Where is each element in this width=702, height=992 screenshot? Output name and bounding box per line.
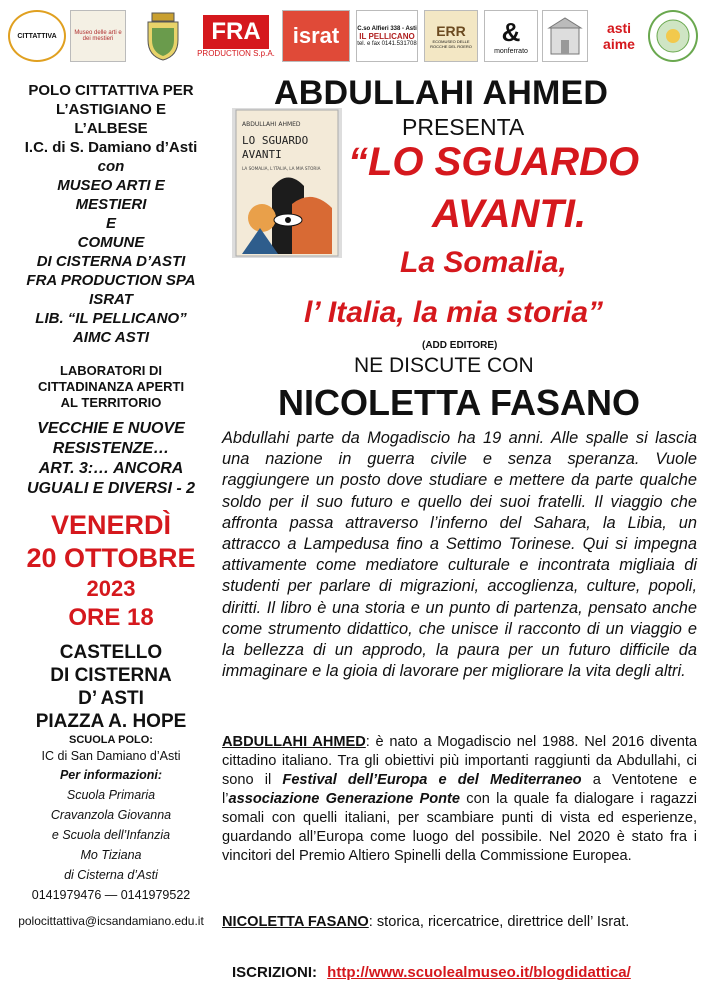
book-cover-author: ABDULLAHI AHMED [242,121,301,128]
coat-of-arms-icon [138,10,188,62]
logo-cittattiva-text: CITTATTIVA [17,32,57,40]
org-line-14: AIMC ASTI [72,329,150,346]
logo-museo-text: Museo delle arti e dei mestieri [74,30,122,42]
date-time: ORE 18 [68,604,154,631]
org-line-1: POLO CITTATTIVA PER [28,82,194,99]
school-polo-value: IC di San Damiano d’Asti [41,749,181,763]
logo-asti-aime [594,10,644,62]
theme-line-4: UGUALI E DIVERSI - 2 [26,480,196,497]
theme-line-3: ART. 3:… ANCORA [38,460,184,477]
contact-email[interactable]: polocittattiva@icsandamiano.edu.it [18,914,204,928]
bio-text-3: con la quale fa dialogare i ragazzi somali con quelli italiani, per scambiare punti di vista ed esperienze, guardando all’Europa come luogo del possibile. Nel 2020 è stato fra i vincitori del Premio Altiero Spinelli della Commissione Europea. [222,791,697,864]
lab-line-3: AL TERRITORIO [60,395,162,410]
logo-building [542,10,588,62]
logo-err-sub: ECOMUSEO DELLE ROCCHE DEL ROERO [430,39,472,49]
school-polo-label: SCUOLA POLO: [69,734,153,746]
book-cover-title-2: AVANTI [242,148,282,161]
book-title-line-2: AVANTI. [432,192,587,236]
book-description: Abdullahi parte da Mogadiscio ha 19 anni. Alle spalle si lascia una nazione in guerra civile e senza speranza. Vuole raggiungere un posto dove studiare e mettere da parte qualche soldo per il suo futuro e quello dei suoi fratelli. Il viaggio che affronta passa attraverso l’inferno del Sahara, la Libia, un attracco a Lampedusa fino a Settimo Torinese. Qui si impegna attivamente come mediatore culturale e incontrata migliaia di studenti per parlare di migrazioni, accoglienza, culture, popoli, diritti. Il libro è una storia e un punto di partenza, pensato anche come strumento didattico, che unisce il racconto di un viaggio e la bellezza di un approdo, la paura per un futuro difficile da immaginare e la gioia di lavorare per migliorare la vita degli altri. [222,429,697,681]
logo-museo [70,10,126,62]
publisher: (ADD EDITORE) [422,340,498,351]
guest-bio-name: NICOLETTA FASANO [222,914,369,930]
bio-association: associazione Generazione Ponte [228,791,461,807]
logo-cittattiva [8,10,66,62]
logo-fra [196,10,276,62]
presenta-label: PRESENTA [402,114,525,140]
logo-israt [282,10,350,62]
phone-numbers: 0141979476 — 0141979522 [31,888,191,902]
org-line-13: LIB. “IL PELLICANO” [35,310,187,327]
theme-line-2: RESISTENZE… [52,440,170,457]
guest-bio [222,913,697,932]
date-weekday: VENERDÌ [50,510,172,540]
place-line-1: CASTELLO [59,642,163,663]
bio-festival: Festival dell’Europa e del Mediterraneo [282,772,582,788]
author-name: ABDULLAHI AHMED [274,74,609,112]
building-icon [545,14,585,58]
book-cover-art [232,108,342,258]
book-subtitle-line-2: l’ Italia, la mia storia” [304,296,604,329]
logo-pellicano [356,10,418,62]
discussion-label: NE DISCUTE CON [354,354,534,377]
org-line-4: I.C. di S. Damiano d’Asti [24,139,198,156]
book-cover-title-1: LO SGUARDO [242,134,309,147]
info-label: Per informazioni: [59,768,163,782]
registration-link[interactable]: http://www.scuolealmuseo.it/blogdidattica/ [327,964,631,981]
logo-pellicano-text: IL PELLICANO [359,31,415,41]
logo-fra-sub: PRODUCTION S.p.A. [197,48,275,58]
org-line-2: L’ASTIGIANO E [55,101,166,118]
org-line-8: E [105,215,116,232]
logo-asti-aime-text: asti aime [603,20,635,52]
registration-label: ISCRIZIONI: [232,964,317,981]
lab-line-1: LABORATORI DI [59,363,163,378]
author-bio [222,733,697,866]
logo-monferrato-sub: monferrato [494,48,528,55]
theme-line-1: VECCHIE E NUOVE [37,420,185,437]
logo-err [424,10,478,62]
org-line-11: FRA PRODUCTION SPA [26,272,196,289]
logo-comune [134,10,192,62]
org-line-3: L’ALBESE [74,120,148,137]
globe-icon [653,16,693,56]
place-line-2: DI CISTERNA [50,665,172,686]
left-column [0,78,222,931]
lab-line-2: CITTADINANZA APERTI [37,379,185,394]
logo-pellicano-tel: tel. e fax 0141.531708 [357,40,417,47]
book-title-line-1: “LO SGUARDO [348,140,640,184]
place-line-3: D’ ASTI [78,688,144,709]
book-cover [232,108,342,258]
guest-bio-text: : storica, ricercatrice, direttrice dell’ Israt. [368,914,630,930]
org-line-7: MESTIERI [75,196,147,213]
logo-monferrato [484,10,538,62]
guest-name: NICOLETTA FASANO [278,382,640,423]
org-line-10: DI CISTERNA D’ASTI [36,253,186,270]
logo-err-text: ERR [436,23,466,39]
info-line-3: e Scuola dell’Infanzia [51,828,171,842]
registration [232,964,631,981]
book-cover-subtitle: LA SOMALIA, L’ITALIA, LA MIA STORIA [242,166,321,171]
org-line-12: ISRAT [89,291,133,308]
info-line-2: Cravanzola Giovanna [50,808,172,822]
logo-round [648,10,698,62]
logo-bar [0,6,702,64]
info-line-4: Mo Tiziana [80,848,142,862]
org-line-9: COMUNE [77,234,145,251]
place-line-4: PIAZZA A. HOPE [35,711,187,732]
bio-text-2: a Ventotene e l’ [222,772,697,807]
org-line-6: MUSEO ARTI E [57,177,165,194]
logo-pellicano-addr: C.so Alfieri 338 - Asti [357,25,417,32]
org-line-5: con [97,158,125,175]
date-day: 20 OTTOBRE [26,543,196,573]
info-line-1: Scuola Primaria [66,788,156,802]
date-year: 2023 [86,576,136,601]
info-line-5: di Cisterna d’Asti [64,868,158,882]
bio-author-name: ABDULLAHI AHMED [222,734,366,750]
logo-monferrato-text: & [501,17,521,47]
book-subtitle-line-1: La Somalia, [400,246,567,279]
logo-fra-text: FRA [203,15,268,49]
bio-text-1: : è nato a Mogadiscio nel 1988. Nel 2016 diventa cittadino italiano. Tra gli obiettivi più importanti raggiunti da Abdullahi, ci sono il [222,734,698,788]
logo-israt-text: israt [292,23,340,48]
